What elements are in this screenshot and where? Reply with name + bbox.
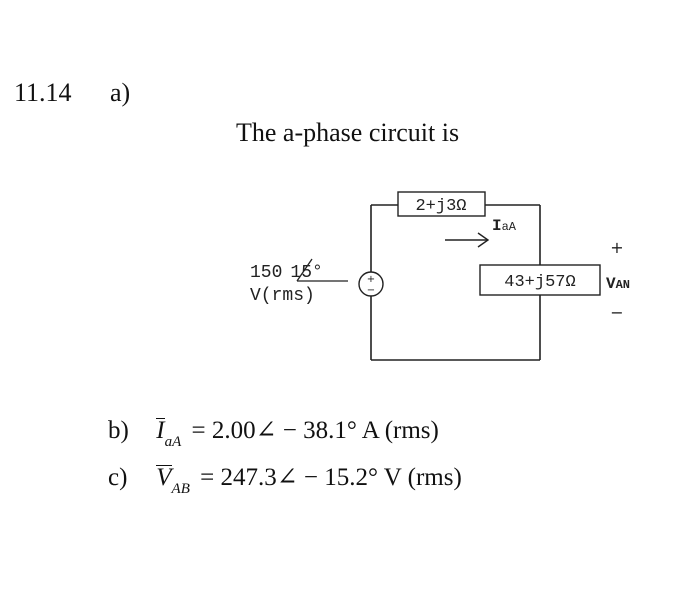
part-b-subscript: aA [164,434,182,450]
source-plus-icon: + [366,274,376,285]
current-arrow [445,233,488,247]
part-b-expression: = 2.00∠ − 38.1° A (rms) [191,417,439,444]
part-c-variable: V [156,464,172,491]
voltage-plus-sign: + [610,238,624,257]
part-c-label: c) [108,464,128,491]
problem-number: 11.14 [14,78,72,107]
part-b-variable: I [156,417,165,444]
part-a-label: a) [110,78,131,107]
answer-b [108,415,439,450]
part-c-subscript: AB [171,481,190,497]
voltage-minus-sign: − [610,303,624,322]
current-label: IaA [492,217,517,235]
a-phase-circuit-diagram [240,185,660,375]
part-b-label: b) [108,417,129,444]
source-units: V(rms) [250,286,315,306]
part-c-expression: = 247.3∠ − 15.2° V (rms) [200,464,462,491]
answer-c [108,462,462,497]
load-impedance-label: 43+j57Ω [504,273,576,292]
line-impedance-label: 2+j3Ω [415,197,467,216]
part-a-heading: The a-phase circuit is [236,118,460,147]
source-minus-icon: − [366,285,376,296]
load-voltage-label: VAN [606,275,631,293]
source-value: 150 15° [250,263,323,283]
